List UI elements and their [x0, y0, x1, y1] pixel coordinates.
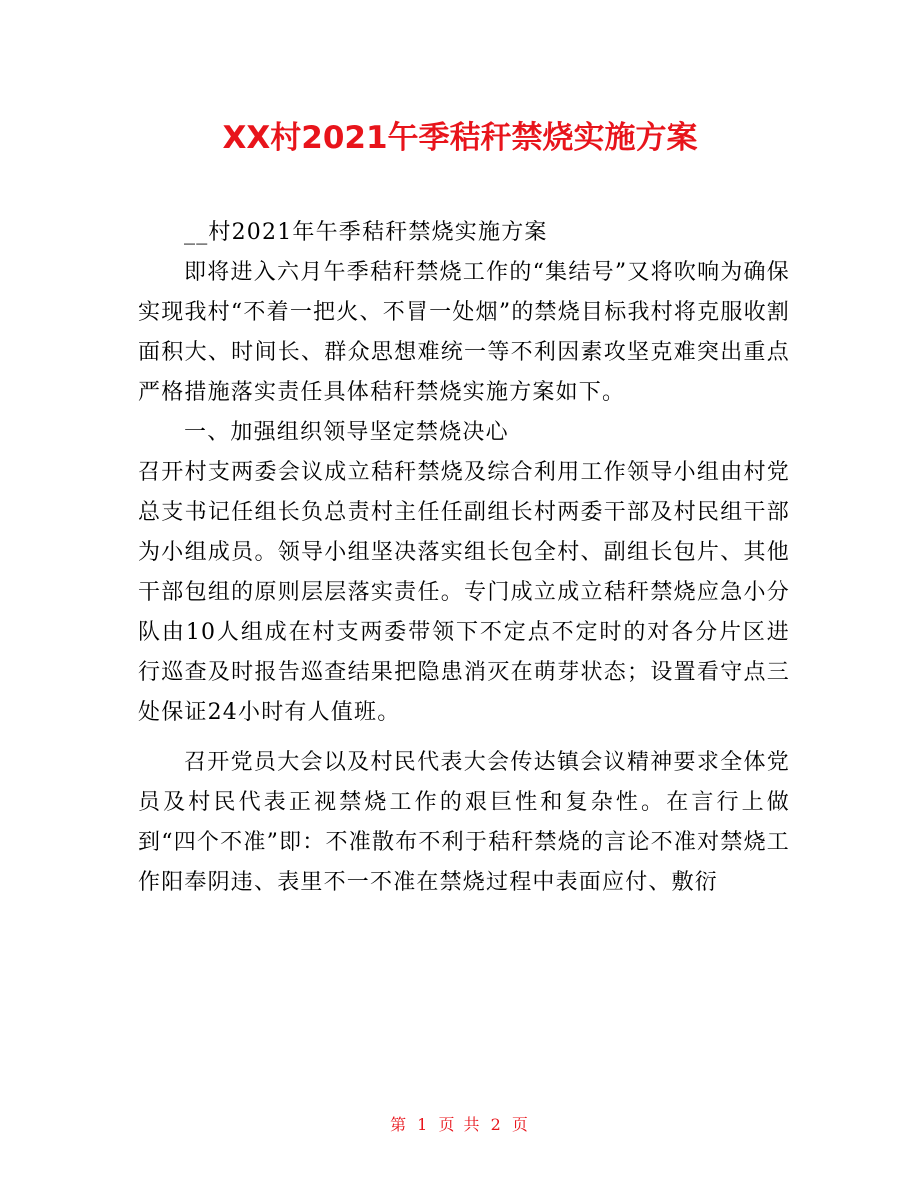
- paragraph-meeting: 召开党员大会以及村民代表大会传达镇会议精神要求全体党员及村民代表正视禁烧工作的艰巨性和复杂性。在言行上做到“四个不准”即：不准散布不利于秸秆禁烧的言论不准对禁烧工作阳奉阴违、表里不一不准在禁烧过程中表面应付、敷衍: [138, 750, 790, 895]
- document-body: [138, 213, 790, 903]
- section-heading-1: 一、加强组织领导坚定禁烧决心: [184, 420, 509, 445]
- footer-total-pages: 2: [490, 1115, 503, 1134]
- paragraph-subtitle: __村2021年午季秸秆禁烧实施方案: [184, 220, 548, 245]
- footer-middle: 页 共: [438, 1115, 482, 1134]
- paragraph-organization: 召开村支两委会议成立秸秆禁烧及综合利用工作领导小组由村党总支书记任组长负总责村主任任副组长村两委干部及村民组干部为小组成员。领导小组坚决落实组长包全村、副组长包片、其他干部包组的原则层层落实责任。专门成立成立秸秆禁烧应急小分队由10人组成在村支两委带领下不定点不定时的对各分片区进行巡查及时报告巡查结果把隐患消灭在萌芽状态；设置看守点三处保证24小时有人值班。: [138, 460, 790, 725]
- footer-page-number: 1: [417, 1115, 430, 1134]
- document-title: XX村2021午季秸秆禁烧实施方案: [222, 120, 698, 156]
- footer-prefix: 第: [390, 1115, 409, 1134]
- footer-suffix: 页: [511, 1115, 530, 1134]
- page-footer: [0, 1112, 920, 1135]
- paragraph-intro: 即将进入六月午季秸秆禁烧工作的“集结号”又将吹响为确保实现我村“不着一把火、不冒一处烟”的禁烧目标我村将克服收割面积大、时间长、群众思想难统一等不利因素攻坚克难突出重点严格措施落实责任具体秸秆禁烧实施方案如下。: [138, 260, 790, 405]
